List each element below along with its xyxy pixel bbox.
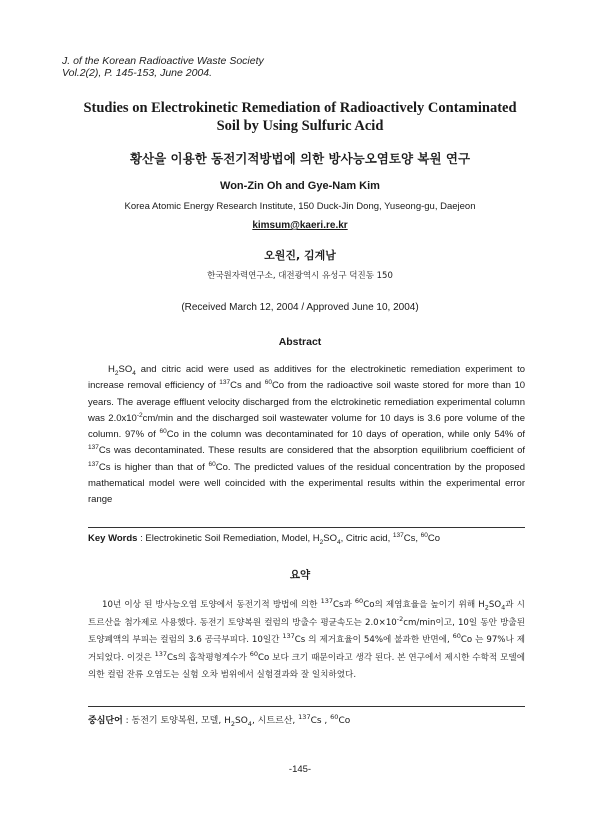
korean-affiliation: 한국원자력연구소, 대전광역시 유성구 덕진동 150 [207,271,393,281]
korean-abstract-heading: 요약 [289,569,311,581]
korean-keywords-text: : 동전기 토양복원, 모델, H [122,716,231,726]
keywords [88,533,538,544]
paper-title-line-1: Studies on Electrokinetic Remediation of Radioactively Contaminated [83,100,517,116]
subscript: 4 [132,369,136,377]
abstract-text: SO [118,364,133,375]
superscript: 137 [219,379,231,387]
abstract-text: cm/min and the discharged soil wastewater volume for 10 days is 3.6 pore volume of the column. 97% of [88,412,525,441]
abstract-text: Cs was decontaminated. These results are considered that the absorption equilibrium coefficient of [98,445,525,457]
korean-keywords [88,713,538,726]
subscript: 2 [230,719,235,728]
superscript: 60 [159,428,167,436]
journal-citation [62,55,264,79]
abstract-text: and citric acid were used as additives for the electrokinetic remediation experiment to increase removal efficiency of [88,364,525,392]
subscript: 2 [484,603,489,612]
korean-keywords-text: Co [338,716,351,726]
abstract-text: Co. The predicted values of the residual concentration by the proposed mathematical model were well coincided with the experimental results within the experimental error range [88,461,525,506]
abstract-heading: Abstract [278,336,322,348]
subscript: 2 [114,369,119,377]
journal-volume: Vol.2(2), P. 145-153, June 2004. [62,67,213,79]
email-link[interactable]: kimsum@kaeri.re.kr [252,220,348,231]
keywords-text: : Electrokinetic Soil Remediation, Model, H [137,533,320,544]
divider [88,527,525,528]
keywords-label: Key Words [88,533,138,544]
superscript: 137 [154,649,168,658]
affiliation: Korea Atomic Energy Research Institute, 150 Duck-Jin Dong, Yuseong-gu, Daejeon [124,201,476,212]
korean-abstract-text: Cs 의 제거효율이 54%에 불과한 반면에, [294,635,453,646]
page-number: -145- [288,764,312,775]
superscript: 60 [452,632,461,641]
received-dates: (Received March 12, 2004 / Approved June 10, 2004) [181,302,419,313]
superscript: 137 [88,460,99,468]
korean-abstract-text: Cs의 흡착평형계수가 [167,652,250,663]
divider [88,706,525,707]
abstract-text: Cs is higher than that of [98,461,209,473]
korean-keywords-text: , 시트르산, [251,716,299,726]
abstract-body [88,362,525,509]
korean-authors: 오원진, 김계남 [264,249,336,262]
korean-keywords-text: Cs , [310,716,331,726]
korean-title: 황산을 이용한 동전기적방법에 의한 방사능오염토양 복원 연구 [129,151,471,166]
subscript: 4 [336,538,341,546]
superscript: 137 [88,444,99,452]
subscript: 4 [247,719,252,728]
korean-keywords-text: SO [235,716,248,726]
superscript: 137 [282,632,295,641]
superscript: 60 [354,597,364,606]
superscript: 60 [208,460,216,468]
superscript: -2 [136,411,143,419]
superscript: 137 [298,713,311,721]
keywords-text: Co [427,533,441,544]
paper-title [40,99,560,135]
superscript: 137 [392,531,404,539]
keywords-text: Cs, [403,533,421,544]
subscript: 2 [319,538,324,546]
superscript: 137 [320,597,333,606]
keywords-text: SO [323,533,337,544]
korean-abstract-text: 과 시트르산을 첨가제로 사용했다. 동전기 토양복원 컬럼의 방출수 평균속도는 2.0×10 [88,600,525,628]
abstract-text: H [108,364,115,375]
korean-abstract-text: Co 는 97%나 제거되었다. 이것은 [88,635,525,663]
abstract-text: Cs and [230,380,265,392]
korean-abstract-text: Co의 제염효율을 높이기 위해 H [363,600,485,610]
superscript: -2 [396,614,404,623]
superscript: 60 [249,649,258,658]
korean-abstract-text: 10년 이상 된 방사능오염 토양에서 동전기적 방법에 의한 [102,600,321,610]
superscript: 60 [264,379,272,387]
korean-abstract-text: cm/min이고, 10일 동안 방출된 토양폐액의 부피는 컬럼의 3.6 공극부피다. 10일간 [88,617,525,646]
authors: Won-Zin Oh and Gye-Nam Kim [220,180,380,192]
subscript: 4 [501,603,506,612]
korean-abstract-text: Cs과 [333,600,355,610]
korean-abstract-text: SO [488,600,502,610]
korean-keywords-label: 중심단어 [88,716,123,726]
abstract-text: Co in the column was decontaminated for 10 days of operation, while only 54% of [166,429,526,441]
korean-abstract-text: Co 보다 크기 때문이라고 생각 된다. 본 연구에서 제시한 수학적 모델에 의한 컬럼 잔류 오염도는 실험 오차 범위에서 실험결과와 잘 일치하였다. [88,652,526,681]
superscript: 60 [330,713,339,721]
paper-title-line-2: Soil by Using Sulfuric Acid [216,118,384,134]
journal-name: J. of the Korean Radioactive Waste Society [62,55,264,67]
korean-abstract-body [88,597,525,685]
abstract-text: Co from the radioactive soil waste stored for more than 10 years. The average effluent velocity discharged from the elctrokinetic remediation experimental column was 2.0x10 [88,380,526,424]
keywords-text: , Citric acid, [340,533,393,544]
superscript: 60 [420,531,428,539]
